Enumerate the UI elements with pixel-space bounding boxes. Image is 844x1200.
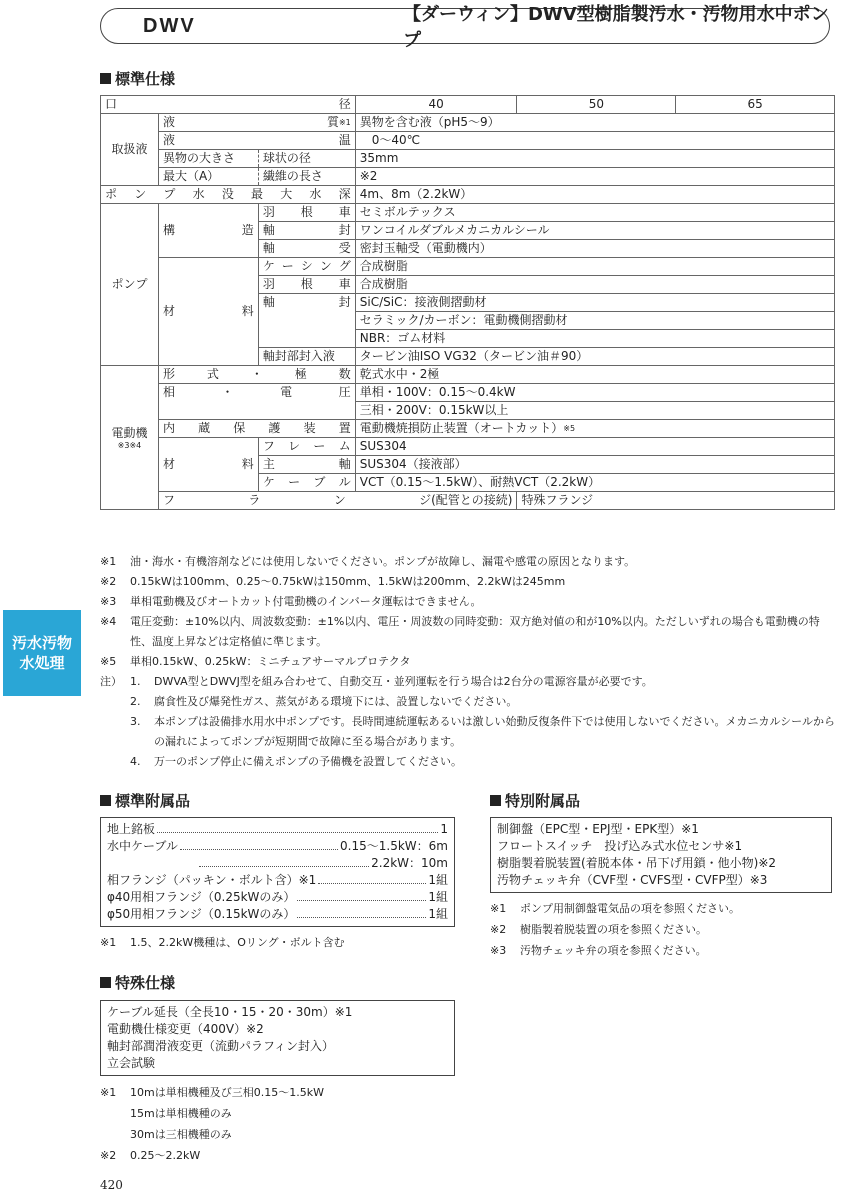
shaftseal2-value-1: SiC/SiC：接液側摺動材 xyxy=(355,294,834,312)
pump-group-label: ポンプ xyxy=(101,204,159,366)
category-tab: 汚水汚物 水処理 xyxy=(3,610,81,696)
motor-group-sup: ※3※4 xyxy=(117,440,142,450)
list-item: 30mは三相機種のみ xyxy=(130,1128,232,1141)
section-heading-std-accessories: 標準附属品 xyxy=(100,790,190,811)
page-title: 【ダーウィン】DWV型樹脂製汚水・汚物用水中ポンプ xyxy=(403,4,829,51)
structure-label: 構 造 xyxy=(162,223,254,237)
table-row xyxy=(101,492,835,510)
list-item: ※1 10mは単相機種及び三相0.15～1.5kW xyxy=(100,1086,324,1099)
flange-value: 特殊フランジ xyxy=(517,492,835,510)
list-item: ケーブル延長（全長10・15・20・30m）※1 xyxy=(107,1005,353,1019)
list-item: ※2 0.25～2.2kW xyxy=(100,1149,201,1162)
mainshaft-value: SUS304（接液部） xyxy=(355,456,834,474)
square-bullet-icon xyxy=(100,73,111,84)
shaftseal2-label: 軸 封 xyxy=(262,295,351,309)
table-row xyxy=(101,186,835,204)
table-row xyxy=(101,258,835,276)
bore-50: 50 xyxy=(517,96,676,114)
spec-table xyxy=(100,95,835,510)
list-item: ※3 汚物チェッキ弁の項を参照ください。 xyxy=(490,944,707,957)
liquid-temp-value: 0～40℃ xyxy=(355,132,834,150)
foreign-max-label: 最大（A） xyxy=(158,168,258,186)
table-row xyxy=(101,384,835,402)
special-spec-notes xyxy=(100,1082,460,1166)
impeller-value: セミボルテックス xyxy=(355,204,834,222)
phase-value-1: 単相・100V：0.15～0.4kW xyxy=(355,384,834,402)
list-item: 3. 本ポンプは設備排水用水中ポンプです。長時間連続運転あるいは激しい始動反復条件下では使用しないでください。メカニカルシールからの漏れによってポンプが短期間で故障に至る場合があります。 xyxy=(130,715,835,748)
bearing-value: 密封玉軸受（電動機内） xyxy=(355,240,834,258)
phase-value-2: 三相・200V：0.15kW以上 xyxy=(355,402,834,420)
page-number: 420 xyxy=(100,1178,123,1192)
list-item: φ50用相フランジ（0.15kWのみ） 1組 xyxy=(107,907,448,921)
cable-value: VCT（0.15～1.5kW）、耐熱VCT（2.2kW） xyxy=(355,474,834,492)
std-accessories-notes xyxy=(100,932,460,953)
table-row xyxy=(101,438,835,456)
spec-notes xyxy=(100,552,840,772)
table-row xyxy=(101,150,835,168)
list-item: 1. DWVA型とDWVJ型を組み合わせて、自動交互・並列運転を行う場合は2台分の電源容量が必要です。 xyxy=(130,675,653,688)
mainshaft-label: 主 軸 xyxy=(262,457,351,471)
sealoil-label: 軸封部封入液 xyxy=(258,348,355,366)
shaftseal2-value-2: セラミック/カーボン：電動機側摺動材 xyxy=(355,312,834,330)
frame-value: SUS304 xyxy=(355,438,834,456)
material-label: 材 料 xyxy=(162,304,254,318)
remarks-head: 注） xyxy=(100,675,122,688)
remarks-list xyxy=(100,672,840,772)
depth-value: 4m、8m（2.2kW） xyxy=(355,186,834,204)
type-label: 形 式 ・ 極 数 xyxy=(162,367,351,381)
table-row xyxy=(101,168,835,186)
section-heading-special-spec: 特殊仕様 xyxy=(100,972,175,993)
special-accessories-notes xyxy=(490,898,835,961)
bore-label: 口 径 xyxy=(105,97,351,111)
square-bullet-icon xyxy=(100,977,111,988)
motor-material-label: 材 料 xyxy=(162,457,254,471)
list-item: ※1 油・海水・有機溶剤などには使用しないでください。ポンプが故障し、漏電や感電の原因となります。 xyxy=(100,555,636,568)
list-item: 制御盤（EPC型・EPJ型・EPK型）※1 xyxy=(497,822,699,836)
square-bullet-icon xyxy=(490,795,501,806)
fiber-label: 繊維の長さ xyxy=(258,168,355,186)
list-item: 立会試験 xyxy=(107,1056,156,1070)
casing-label: ケ ー シ ン グ xyxy=(262,259,351,273)
list-item: 地上銘板 1 xyxy=(107,822,448,836)
list-item: 汚物チェッキ弁（CVF型・CVFS型・CVFP型）※3 xyxy=(497,873,768,887)
phase-label: 相 ・ 電 圧 xyxy=(162,385,351,399)
bore-65: 65 xyxy=(676,96,835,114)
liquid-quality-label: 液 質$^{※1}$ xyxy=(162,115,351,129)
list-item: ※1 1.5、2.2kW機種は、Oリング・ボルト含む xyxy=(100,936,345,949)
depth-label: ポ ン プ 水 没 最 大 水 深 xyxy=(101,186,356,204)
impeller-label: 羽 根 車 xyxy=(262,205,351,219)
foreign-size-label: 異物の大きさ xyxy=(158,150,258,168)
table-row xyxy=(101,132,835,150)
special-spec-box xyxy=(100,1000,455,1076)
sealoil-value: タービン油ISO VG32（タービン油＃90） xyxy=(355,348,834,366)
std-accessories-box xyxy=(100,817,455,927)
list-item: 相フランジ（パッキン・ボルト含）※1 1組 xyxy=(107,873,448,887)
table-row xyxy=(101,420,835,438)
list-item: ※5 単相0.15kW、0.25kW：ミニチュアサーマルプロテクタ xyxy=(100,655,411,668)
impeller2-value: 合成樹脂 xyxy=(355,276,834,294)
list-item: 4. 万一のポンプ停止に備えポンプの予備機を設置してください。 xyxy=(130,755,462,768)
section-heading-special-accessories: 特別附属品 xyxy=(490,790,580,811)
liquid-quality-value: 異物を含む液（pH5～9） xyxy=(355,114,834,132)
list-item: ※1 ポンプ用制御盤電気品の項を参照ください。 xyxy=(490,902,740,915)
list-item: ※2 0.15kWは100mm、0.25～0.75kWは150mm、1.5kWは200mm、2.2kWは245mm xyxy=(100,575,566,588)
list-item: 電動機仕様変更（400V）※2 xyxy=(107,1022,264,1036)
shaftseal-value: ワンコイルダブルメカニカルシール xyxy=(355,222,834,240)
title-banner xyxy=(100,4,830,51)
list-item: フロートスイッチ 投げ込み式水位センサ※1 xyxy=(497,839,743,853)
model-code: DWV xyxy=(143,14,196,37)
list-item: φ40用相フランジ（0.25kWのみ） 1組 xyxy=(107,890,448,904)
sphere-value: 35mm xyxy=(355,150,834,168)
protect-value: 電動機焼損防止装置（オートカット）$^{※5}$ xyxy=(355,420,834,438)
table-row xyxy=(101,204,835,222)
bore-40: 40 xyxy=(355,96,517,114)
list-item: 15mは単相機種のみ xyxy=(130,1107,232,1120)
frame-label: フ レ ー ム xyxy=(262,439,351,453)
list-item: 2.2kW：10m xyxy=(107,855,448,872)
protect-label: 内 蔵 保 護 装 置 xyxy=(162,421,351,435)
list-item: ※4 電圧変動：±10%以内、周波数変動：±1%以内、電圧・周波数の同時変動：双方絶対値の和が10%以内。ただしいずれの場合も電動機の特性、温度上昇などは定格値に準じます。 xyxy=(100,615,820,648)
motor-group-label: 電動機 ※3※4 xyxy=(101,366,159,510)
liquid-temp-label: 液 温 xyxy=(162,133,351,147)
casing-value: 合成樹脂 xyxy=(355,258,834,276)
fiber-value: ※2 xyxy=(355,168,834,186)
table-row xyxy=(101,366,835,384)
list-item: 樹脂製着脱装置(着脱本体・吊下げ用鎖・他小物)※2 xyxy=(497,856,777,870)
impeller2-label: 羽 根 車 xyxy=(262,277,351,291)
liquid-group-label: 取扱液 xyxy=(101,114,159,186)
shaftseal-label: 軸 封 xyxy=(262,223,351,237)
type-value: 乾式水中・2極 xyxy=(355,366,834,384)
list-item: 軸封部潤滑液変更（流動パラフィン封入） xyxy=(107,1039,335,1053)
list-item: ※2 樹脂製着脱装置の項を参照ください。 xyxy=(490,923,707,936)
square-bullet-icon xyxy=(100,795,111,806)
bearing-label: 軸 受 xyxy=(262,241,351,255)
flange-label: フ ラ ン ジ(配管との接続) xyxy=(162,493,513,507)
shaftseal2-value-3: NBR：ゴム材料 xyxy=(355,330,834,348)
section-heading-standard: 標準仕様 xyxy=(100,68,175,89)
special-accessories-box xyxy=(490,817,832,893)
cable-label: ケ ー ブ ル xyxy=(262,475,351,489)
table-row xyxy=(101,96,835,114)
sphere-label: 球状の径 xyxy=(258,150,355,168)
list-item: ※3 単相電動機及びオートカット付電動機のインバータ運転はできません。 xyxy=(100,595,482,608)
table-row xyxy=(101,114,835,132)
list-item: 水中ケーブル 0.15～1.5kW：6m xyxy=(107,839,448,853)
list-item: 2. 腐食性及び爆発性ガス、蒸気がある環境下には、設置しないでください。 xyxy=(130,695,518,708)
